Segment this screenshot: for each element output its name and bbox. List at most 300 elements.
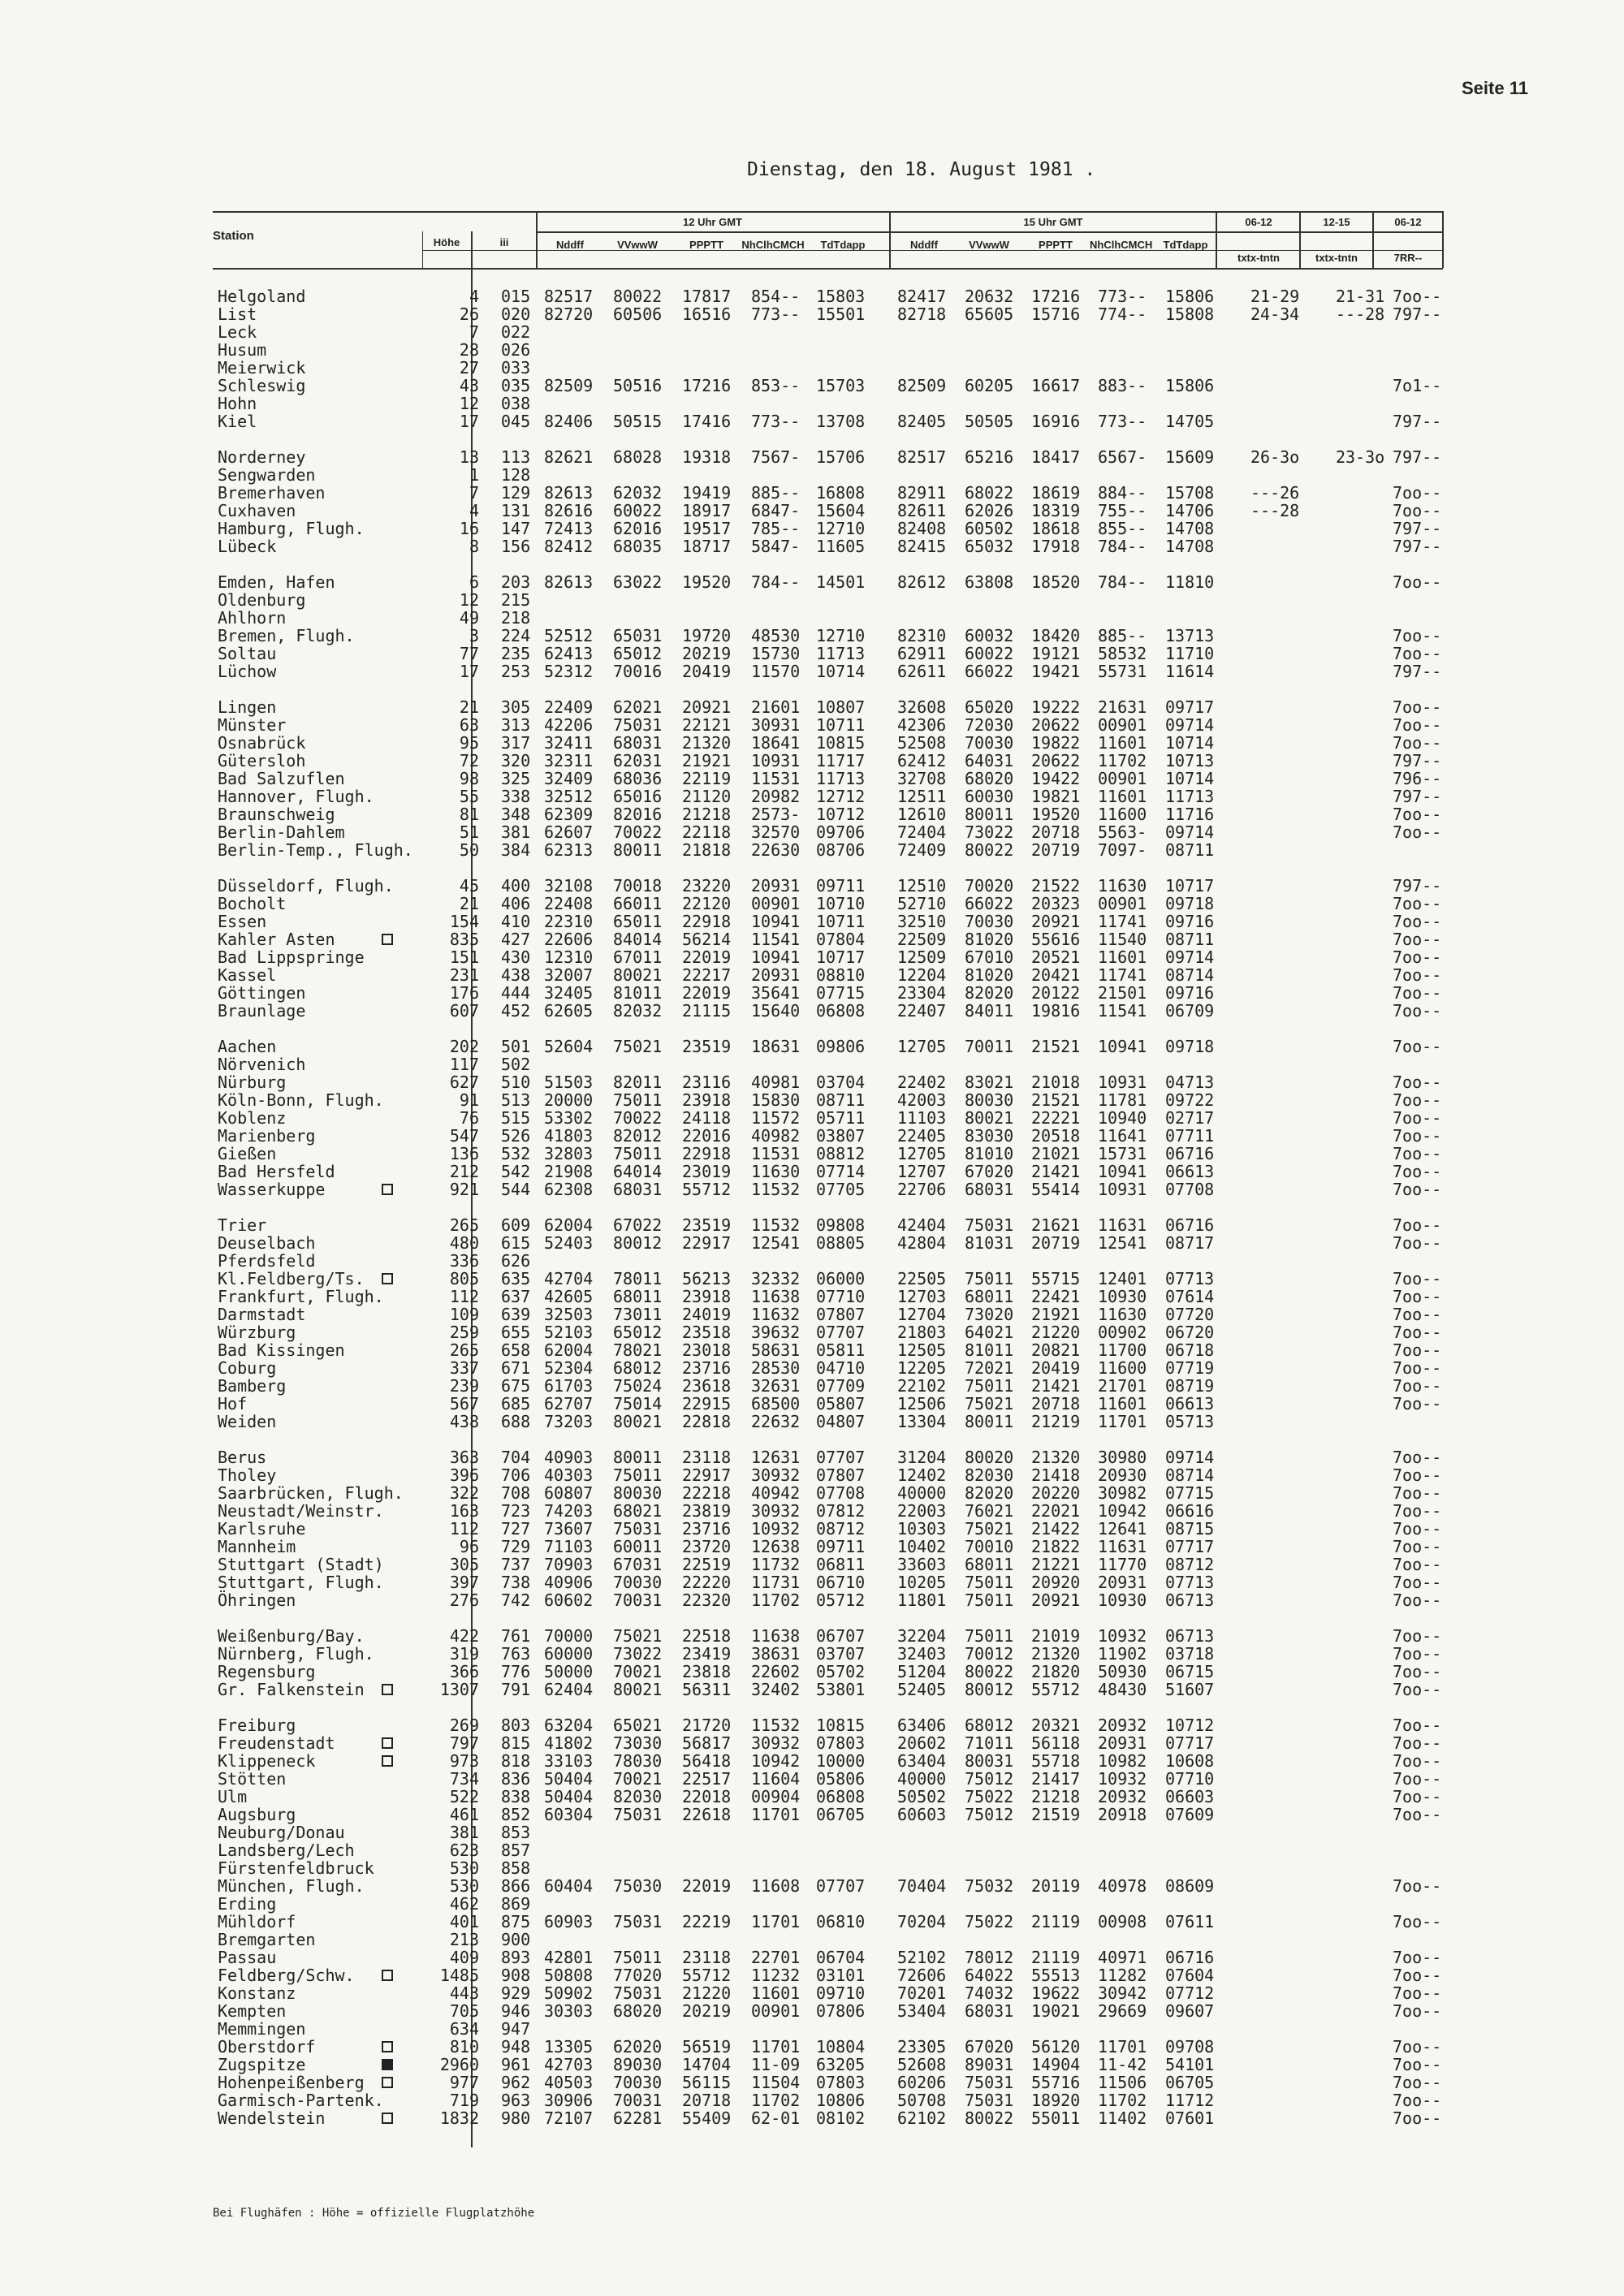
station-name: Norderney	[218, 447, 306, 467]
cell-g: 71011	[965, 1733, 1014, 1753]
cell-e: 15703	[816, 376, 866, 395]
table-row	[0, 2002, 1624, 2020]
cell-hh: 22021	[1031, 1501, 1081, 1521]
cell-d: 62-01	[751, 2108, 801, 2128]
station-height: 366	[449, 1662, 479, 1681]
station-name: Husum	[218, 340, 267, 360]
table-row	[0, 1484, 1624, 1502]
cell-b: 84014	[613, 930, 663, 949]
cell-g: 75031	[965, 2073, 1014, 2092]
cell-g: 70030	[965, 733, 1014, 753]
cell-j: 14708	[1165, 519, 1215, 538]
cell-i: 10940	[1098, 1108, 1147, 1128]
cell-i: 11600	[1098, 1358, 1147, 1378]
cell-c: 22120	[682, 894, 732, 913]
station-height: 27	[459, 358, 479, 378]
cell-hh: 18520	[1031, 572, 1081, 592]
cell-f: 12704	[897, 1305, 947, 1324]
table-row	[0, 1931, 1624, 1949]
cell-id: 708	[501, 1483, 531, 1503]
filled-square-icon	[382, 2059, 393, 2070]
sub12-2: VVwwW	[617, 239, 658, 251]
station-name: Deuselbach	[218, 1233, 316, 1253]
cell-i: 6567-	[1098, 447, 1147, 467]
cell-e: 10710	[816, 894, 866, 913]
cell-f: 12705	[897, 1144, 947, 1163]
cell-m: 797--	[1393, 537, 1442, 556]
cell-i: 10930	[1098, 1590, 1147, 1610]
cell-g: 66022	[965, 894, 1014, 913]
cell-a: 42206	[544, 715, 594, 735]
cell-a: 50000	[544, 1662, 594, 1681]
cell-a: 32803	[544, 1144, 594, 1163]
table-row	[0, 305, 1624, 323]
cell-b: 62032	[613, 483, 663, 503]
table-row	[0, 895, 1624, 913]
cell-c: 22016	[682, 1126, 732, 1146]
cell-i: 11601	[1098, 733, 1147, 753]
cell-hh: 56120	[1031, 2037, 1081, 2056]
station-name: Karlsruhe	[218, 1519, 306, 1539]
cell-c: 23018	[682, 1340, 732, 1360]
station-name: Ahlhorn	[218, 608, 287, 628]
cell-id: 815	[501, 1733, 531, 1753]
cell-hh: 21519	[1031, 1805, 1081, 1824]
cell-e: 10815	[816, 1716, 866, 1735]
cell-a: 82621	[544, 447, 594, 467]
cell-d: 11532	[751, 1716, 801, 1735]
cell-m: 797--	[1393, 519, 1442, 538]
station-height: 396	[449, 1465, 479, 1485]
cell-m: 7oo--	[1393, 1716, 1442, 1735]
cell-hh: 21221	[1031, 1555, 1081, 1574]
cell-a: 32108	[544, 876, 594, 896]
cell-i: 11781	[1098, 1090, 1147, 1110]
square-icon	[382, 1737, 393, 1749]
cell-id: 305	[501, 697, 531, 717]
station-height: 176	[449, 983, 479, 1003]
square-icon	[382, 1273, 393, 1284]
table-row	[0, 2109, 1624, 2127]
cell-c: 14704	[682, 2055, 732, 2074]
station-height: 4	[469, 501, 479, 520]
cell-d: 10942	[751, 1751, 801, 1771]
cell-b: 81011	[613, 983, 663, 1003]
cell-id: 836	[501, 1769, 531, 1789]
station-name: Nörvenich	[218, 1055, 306, 1074]
cell-hh: 20821	[1031, 1340, 1081, 1360]
table-row	[0, 1877, 1624, 1895]
cell-id: 544	[501, 1180, 531, 1199]
cell-i: 55731	[1098, 662, 1147, 681]
cell-b: 75031	[613, 1805, 663, 1824]
cell-e: 06710	[816, 1573, 866, 1592]
station-height: 977	[449, 2073, 479, 2092]
cell-b: 68035	[613, 537, 663, 556]
cell-e: 07714	[816, 1162, 866, 1181]
cell-i: 773--	[1098, 412, 1147, 431]
cell-f: 82911	[897, 483, 947, 503]
table-row	[0, 1055, 1624, 1073]
cell-m: 7oo--	[1393, 1966, 1442, 1985]
cell-id: 615	[501, 1233, 531, 1253]
cell-f: 11103	[897, 1108, 947, 1128]
cell-c: 22019	[682, 947, 732, 967]
cell-a: 73203	[544, 1412, 594, 1431]
station-height: 422	[449, 1626, 479, 1646]
cell-d: 11232	[751, 1966, 801, 1985]
cell-g: 64022	[965, 1966, 1014, 1985]
station-height: 719	[449, 2091, 479, 2110]
cell-j: 04713	[1165, 1072, 1215, 1092]
cell-m: 797--	[1393, 412, 1442, 431]
cell-hh: 20122	[1031, 983, 1081, 1003]
cell-e: 03807	[816, 1126, 866, 1146]
station-name: Berlin-Dahlem	[218, 822, 345, 842]
cell-e: 07803	[816, 2073, 866, 2092]
cell-d: 00904	[751, 1787, 801, 1806]
cell-c: 22918	[682, 1144, 732, 1163]
cell-j: 15806	[1165, 376, 1215, 395]
cell-e: 12710	[816, 626, 866, 645]
cell-c: 23419	[682, 1644, 732, 1664]
cell-a: 61703	[544, 1376, 594, 1396]
cell-e: 03707	[816, 1644, 866, 1664]
cell-e: 10714	[816, 662, 866, 681]
cell-c: 20921	[682, 697, 732, 717]
cell-i: 11541	[1098, 1001, 1147, 1021]
cell-d: 22602	[751, 1662, 801, 1681]
cell-id: 791	[501, 1680, 531, 1699]
cell-d: 11570	[751, 662, 801, 681]
cell-c: 20419	[682, 662, 732, 681]
cell-b: 67031	[613, 1555, 663, 1574]
table-row	[0, 1163, 1624, 1180]
cell-e: 16808	[816, 483, 866, 503]
cell-d: 11532	[751, 1180, 801, 1199]
cell-b: 62021	[613, 697, 663, 717]
table-row	[0, 2038, 1624, 2056]
cell-i: 21631	[1098, 697, 1147, 717]
cell-e: 07707	[816, 1323, 866, 1342]
station-name: Fürstenfeldbruck	[218, 1858, 374, 1878]
station-height: 336	[449, 1251, 479, 1271]
cell-i: 5563-	[1098, 822, 1147, 842]
cell-c: 21320	[682, 733, 732, 753]
cell-e: 07707	[816, 1876, 866, 1896]
cell-e: 08810	[816, 965, 866, 985]
cell-j: 51607	[1165, 1680, 1215, 1699]
cell-hh: 19822	[1031, 733, 1081, 753]
sub15-1: Nddff	[910, 239, 938, 251]
station-height: 973	[449, 1751, 479, 1771]
cell-a: 40503	[544, 2073, 594, 2092]
cell-k: 21-29	[1250, 287, 1300, 306]
cell-g: 75021	[965, 1394, 1014, 1413]
cell-b: 80021	[613, 965, 663, 985]
table-row	[0, 1788, 1624, 1806]
cell-f: 82417	[897, 287, 947, 306]
station-height: 63	[459, 715, 479, 735]
cell-b: 70021	[613, 1769, 663, 1789]
cell-a: 50808	[544, 1966, 594, 1985]
station-height: 480	[449, 1233, 479, 1253]
station-name: Lübeck	[218, 537, 277, 556]
cell-c: 22119	[682, 769, 732, 788]
cell-k: 26-3o	[1250, 447, 1300, 467]
station-height: 1307	[439, 1680, 479, 1699]
station-name: Feldberg/Schw.	[218, 1966, 355, 1985]
cell-id: 900	[501, 1930, 531, 1949]
cell-j: 13713	[1165, 626, 1215, 645]
cell-j: 06716	[1165, 1215, 1215, 1235]
cell-c: 23720	[682, 1537, 732, 1556]
cell-e: 11717	[816, 751, 866, 770]
cell-b: 50516	[613, 376, 663, 395]
station-name: Stuttgart (Stadt)	[218, 1555, 384, 1574]
station-height: 239	[449, 1376, 479, 1396]
cell-a: 62004	[544, 1215, 594, 1235]
cell-b: 77020	[613, 1966, 663, 1985]
cell-a: 41802	[544, 1733, 594, 1753]
cell-a: 22310	[544, 912, 594, 931]
cell-c: 22517	[682, 1769, 732, 1789]
station-height: 363	[449, 1448, 479, 1467]
cell-f: 12510	[897, 876, 947, 896]
cell-d: 40982	[751, 1126, 801, 1146]
cell-i: 20918	[1098, 1805, 1147, 1824]
cell-g: 73020	[965, 1305, 1014, 1324]
cell-f: 52710	[897, 894, 947, 913]
cell-d: 30932	[751, 1501, 801, 1521]
cell-g: 70020	[965, 876, 1014, 896]
cell-j: 06705	[1165, 2073, 1215, 2092]
period-2-sub: txtx-tntn	[1315, 252, 1358, 264]
cell-a: 12310	[544, 947, 594, 967]
cell-j: 06713	[1165, 1590, 1215, 1610]
cell-hh: 21019	[1031, 1626, 1081, 1646]
cell-a: 53302	[544, 1108, 594, 1128]
cell-c: 23519	[682, 1215, 732, 1235]
cell-f: 50708	[897, 2091, 947, 2110]
cell-j: 08711	[1165, 930, 1215, 949]
station-name: Lüchow	[218, 662, 277, 681]
cell-g: 75011	[965, 1573, 1014, 1592]
table-row	[0, 752, 1624, 770]
cell-f: 63404	[897, 1751, 947, 1771]
cell-e: 09806	[816, 1037, 866, 1056]
station-height: 112	[449, 1519, 479, 1539]
square-icon	[382, 2113, 393, 2124]
cell-f: 70201	[897, 1983, 947, 2003]
cell-g: 68011	[965, 1555, 1014, 1574]
cell-b: 62020	[613, 2037, 663, 2056]
station-height: 1485	[439, 1966, 479, 1985]
table-row	[0, 520, 1624, 537]
station-height: 13	[459, 447, 479, 467]
cell-l: 21-31	[1336, 287, 1385, 306]
period-1-sub: txtx-tntn	[1237, 252, 1280, 264]
cell-g: 70010	[965, 1537, 1014, 1556]
station-height: 4	[469, 287, 479, 306]
cell-c: 22019	[682, 983, 732, 1003]
cell-j: 07710	[1165, 1769, 1215, 1789]
cell-id: 658	[501, 1340, 531, 1360]
cell-f: 22706	[897, 1180, 947, 1199]
cell-c: 22818	[682, 1412, 732, 1431]
cell-a: 32512	[544, 787, 594, 806]
station-name: Aachen	[218, 1037, 277, 1056]
cell-j: 07720	[1165, 1305, 1215, 1324]
cell-g: 60032	[965, 626, 1014, 645]
cell-id: 033	[501, 358, 531, 378]
station-name: Stuttgart, Flugh.	[218, 1573, 384, 1592]
cell-f: 12703	[897, 1287, 947, 1306]
cell-g: 81011	[965, 1340, 1014, 1360]
cell-b: 82011	[613, 1072, 663, 1092]
table-row	[0, 805, 1624, 823]
cell-hh: 18417	[1031, 447, 1081, 467]
cell-e: 10804	[816, 2037, 866, 2056]
cell-g: 80022	[965, 840, 1014, 860]
cell-c: 56213	[682, 1269, 732, 1288]
cell-m: 7oo--	[1393, 965, 1442, 985]
cell-c: 23116	[682, 1072, 732, 1092]
station-name: Coburg	[218, 1358, 277, 1378]
table-row	[0, 466, 1624, 484]
cell-i: 20932	[1098, 1716, 1147, 1735]
station-height: 835	[449, 930, 479, 949]
cell-g: 68020	[965, 769, 1014, 788]
cell-c: 56519	[682, 2037, 732, 2056]
cell-g: 75022	[965, 1912, 1014, 1931]
cell-g: 78012	[965, 1948, 1014, 1967]
cell-b: 75011	[613, 1090, 663, 1110]
cell-e: 04710	[816, 1358, 866, 1378]
cell-d: 11531	[751, 1144, 801, 1163]
table-row	[0, 1806, 1624, 1823]
station-name: Meierwick	[218, 358, 306, 378]
cell-b: 80021	[613, 1680, 663, 1699]
cell-g: 83021	[965, 1072, 1014, 1092]
cell-id: 218	[501, 608, 531, 628]
cell-b: 50515	[613, 412, 663, 431]
cell-hh: 20119	[1031, 1876, 1081, 1896]
cell-b: 80022	[613, 287, 663, 306]
table-row	[0, 1573, 1624, 1591]
cell-b: 70030	[613, 2073, 663, 2092]
cell-e: 09711	[816, 876, 866, 896]
table-row	[0, 448, 1624, 466]
station-name: Kahler Asten	[218, 930, 335, 949]
cell-i: 784--	[1098, 572, 1147, 592]
cell-c: 23716	[682, 1358, 732, 1378]
cell-g: 66022	[965, 662, 1014, 681]
square-icon	[382, 1684, 393, 1695]
cell-b: 75024	[613, 1376, 663, 1396]
table-row	[0, 1288, 1624, 1306]
cell-i: 11630	[1098, 876, 1147, 896]
cell-b: 75011	[613, 1465, 663, 1485]
cell-c: 19318	[682, 447, 732, 467]
cell-d: 11638	[751, 1287, 801, 1306]
cell-f: 52102	[897, 1948, 947, 1967]
cell-id: 818	[501, 1751, 531, 1771]
station-height: 522	[449, 1787, 479, 1806]
table-row	[0, 323, 1624, 341]
cell-e: 07807	[816, 1305, 866, 1324]
cell-e: 05702	[816, 1662, 866, 1681]
cell-f: 12205	[897, 1358, 947, 1378]
cell-i: 12401	[1098, 1269, 1147, 1288]
cell-c: 17817	[682, 287, 732, 306]
cell-a: 33103	[544, 1751, 594, 1771]
cell-c: 22519	[682, 1555, 732, 1574]
cell-e: 06000	[816, 1269, 866, 1288]
cell-f: 82310	[897, 626, 947, 645]
cell-i: 15731	[1098, 1144, 1147, 1163]
cell-j: 14708	[1165, 537, 1215, 556]
cell-c: 23118	[682, 1448, 732, 1467]
station-name: Hamburg, Flugh.	[218, 519, 365, 538]
cell-b: 70021	[613, 1662, 663, 1681]
cell-m: 7oo--	[1393, 1483, 1442, 1503]
cell-g: 80020	[965, 1448, 1014, 1467]
cell-id: 961	[501, 2055, 531, 2074]
cell-j: 06613	[1165, 1394, 1215, 1413]
cell-id: 738	[501, 1573, 531, 1592]
square-icon	[382, 1184, 393, 1195]
cell-b: 60011	[613, 1537, 663, 1556]
cell-id: 893	[501, 1948, 531, 1967]
station-height: 12	[459, 394, 479, 413]
cell-m: 7oo--	[1393, 1144, 1442, 1163]
table-row	[0, 1716, 1624, 1734]
table-row	[0, 984, 1624, 1002]
cell-m: 7oo--	[1393, 2055, 1442, 2074]
cell-j: 07609	[1165, 1805, 1215, 1824]
cell-c: 56214	[682, 930, 732, 949]
cell-f: 82612	[897, 572, 947, 592]
cell-i: 7097-	[1098, 840, 1147, 860]
cell-i: 11-42	[1098, 2055, 1147, 2074]
cell-i: 11282	[1098, 1966, 1147, 1985]
cell-g: 72030	[965, 715, 1014, 735]
station-name: Düsseldorf, Flugh.	[218, 876, 394, 896]
cell-b: 65012	[613, 1323, 663, 1342]
cell-f: 12610	[897, 805, 947, 824]
cell-i: 10931	[1098, 1072, 1147, 1092]
cell-f: 42804	[897, 1233, 947, 1253]
cell-m: 797--	[1393, 787, 1442, 806]
table-row	[0, 2056, 1624, 2074]
cell-c: 23918	[682, 1090, 732, 1110]
station-height: 322	[449, 1483, 479, 1503]
cell-id: 430	[501, 947, 531, 967]
cell-b: 68020	[613, 2001, 663, 2021]
cell-a: 73607	[544, 1519, 594, 1539]
cell-id: 869	[501, 1894, 531, 1914]
cell-i: 11601	[1098, 947, 1147, 967]
cell-f: 23305	[897, 2037, 947, 2056]
cell-id: 532	[501, 1144, 531, 1163]
cell-m: 7oo--	[1393, 1215, 1442, 1235]
cell-d: 18641	[751, 733, 801, 753]
cell-f: 12707	[897, 1162, 947, 1181]
cell-c: 21720	[682, 1716, 732, 1735]
cell-hh: 19520	[1031, 805, 1081, 824]
table-row	[0, 591, 1624, 609]
